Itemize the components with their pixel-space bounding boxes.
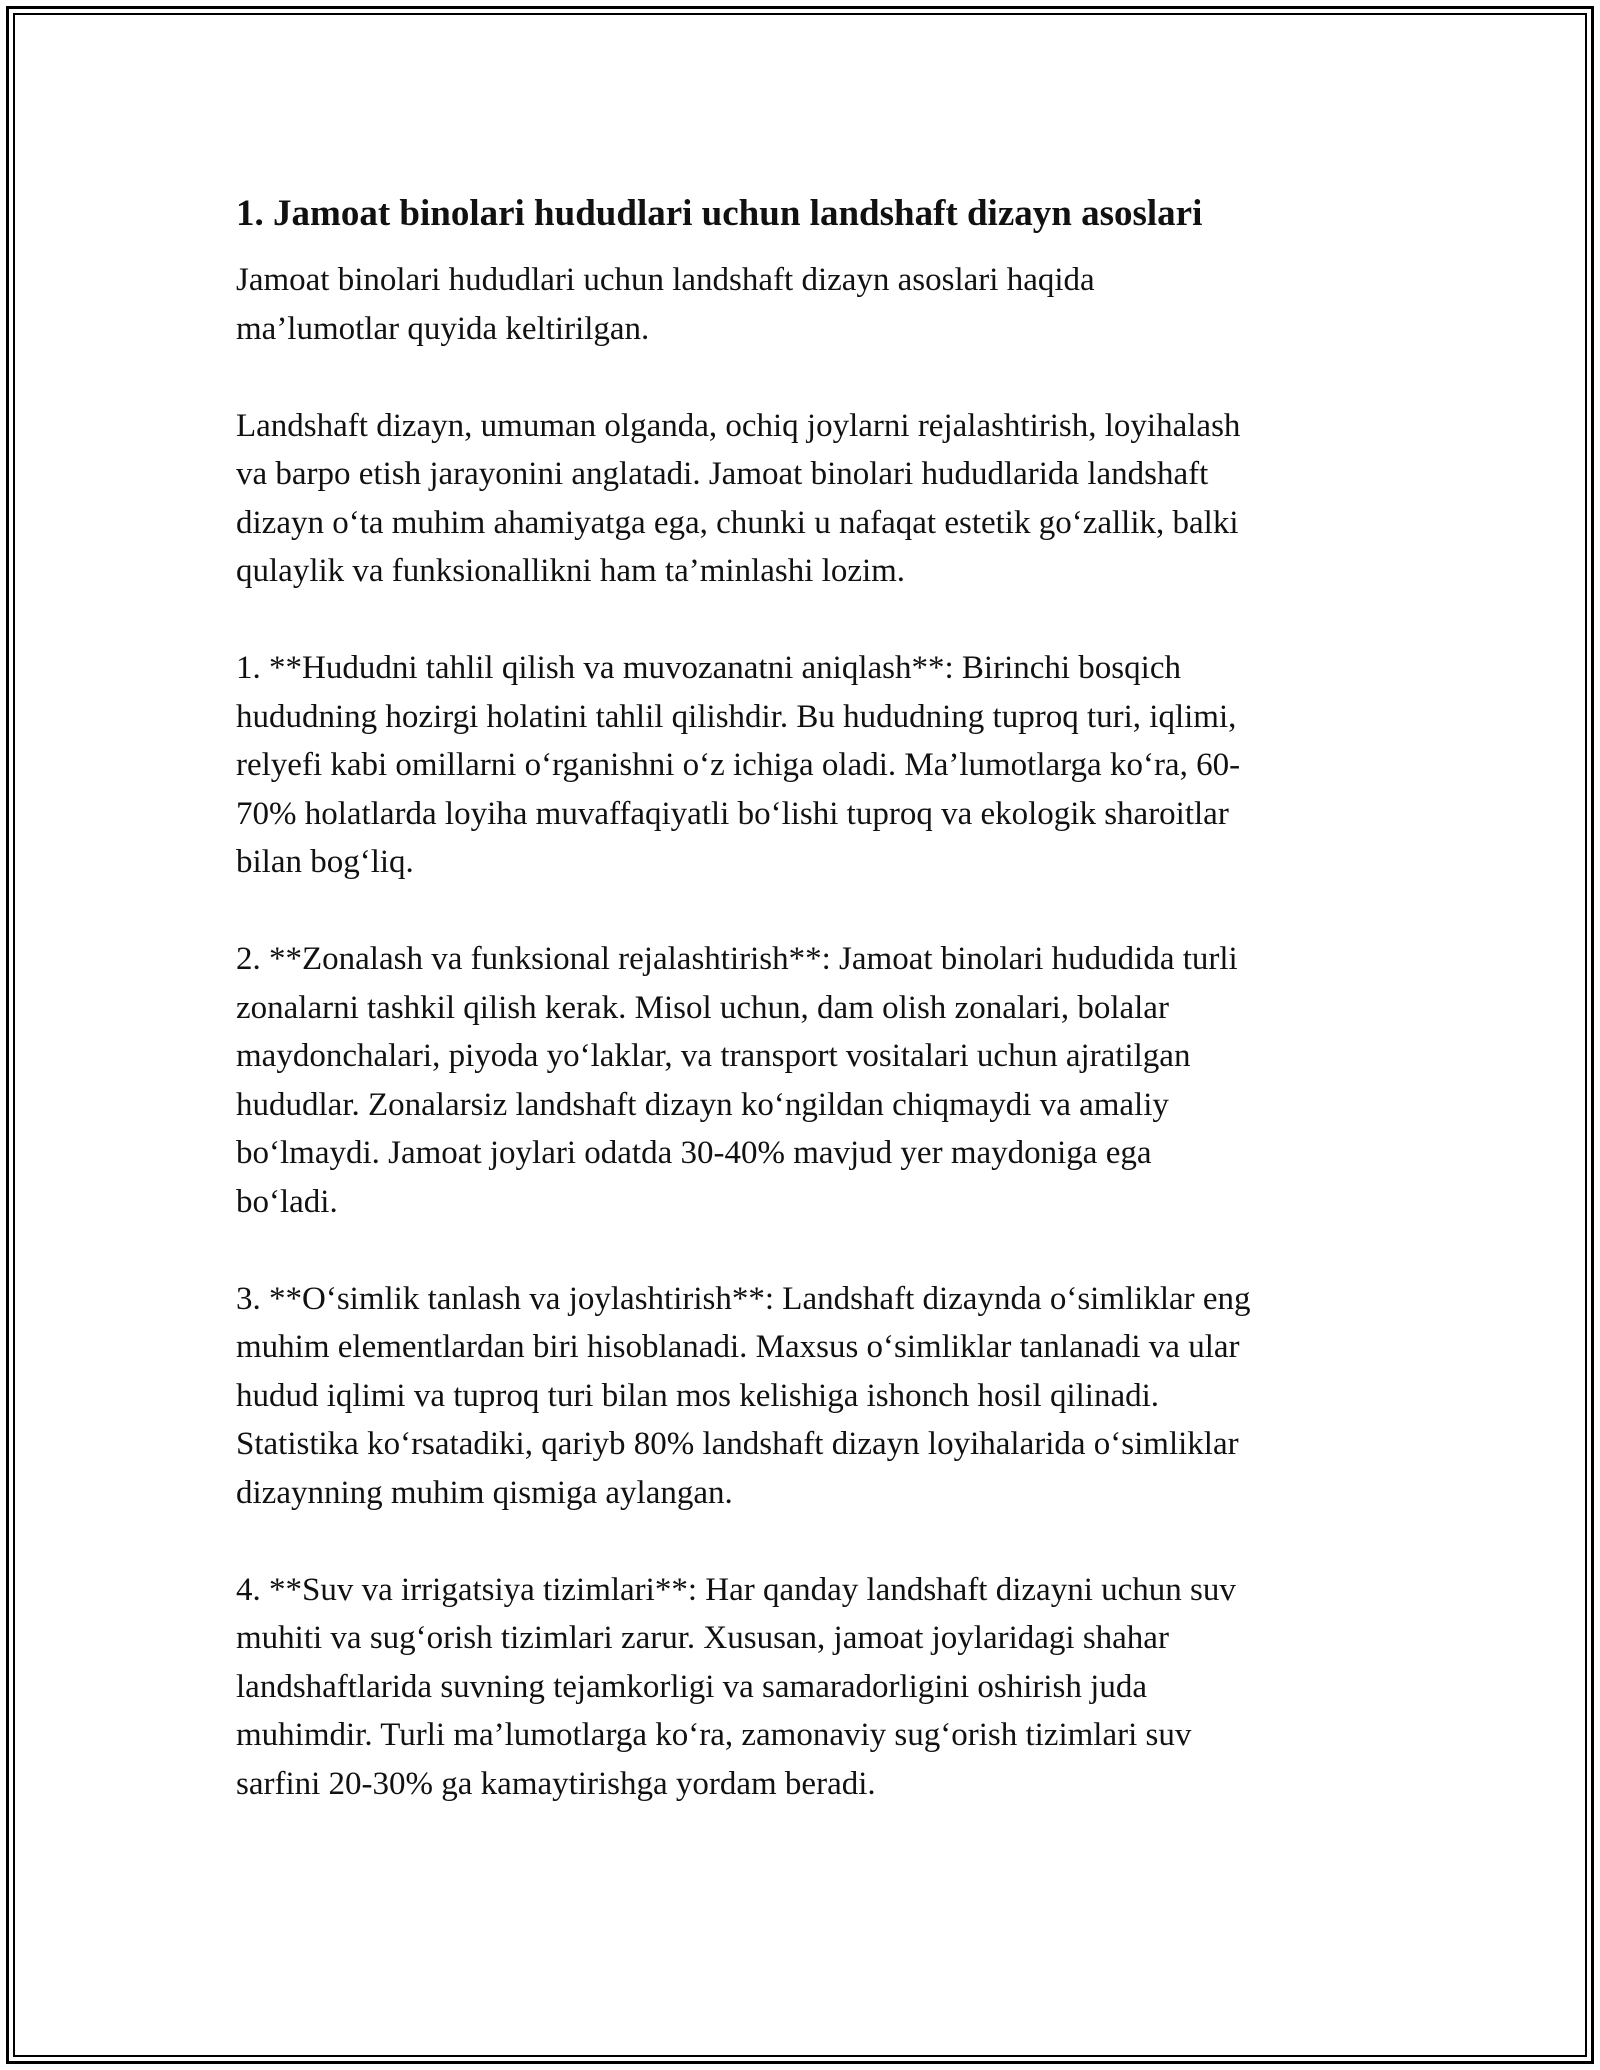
text-line: qulaylik va funksionallikni ham ta’minlashi lozim.: [236, 553, 906, 589]
text-line: muhimdir. Turli ma’lumotlarga ko‘ra, zamonaviy sug‘orish tizimlari suv: [236, 1717, 1192, 1753]
document-title: 1. Jamoat binolari hududlari uchun landshaft dizayn asoslari: [236, 193, 1203, 234]
text-line: Jamoat binolari hududlari uchun landshaft dizayn asoslari haqida: [236, 262, 1095, 298]
text-line: landshaftlarida suvning tejamkorligi va samaradorligini oshirish juda: [236, 1668, 1147, 1705]
text-line: Landshaft dizayn, umuman olganda, ochiq joylarni rejalashtirish, loyihalash: [236, 407, 1241, 444]
text-line: zonalarni tashkil qilish kerak. Misol uchun, dam olish zonalari, bolalar: [236, 989, 1169, 1026]
paragraph-list: [236, 256, 1366, 1808]
paragraph: [236, 256, 1366, 353]
text-line: maydonchalari, piyoda yo‘laklar, va transport vositalari uchun ajratilgan: [236, 1038, 1191, 1074]
text-line: hudud iqlimi va tuproq turi bilan mos kelishiga ishonch hosil qilinadi.: [236, 1377, 1160, 1414]
text-line: bo‘lmaydi. Jamoat joylari odatda 30-40% mavjud yer maydoniga ega: [236, 1135, 1152, 1171]
text-line: relyefi kabi omillarni o‘rganishni o‘z ichiga oladi. Ma’lumotlarga ko‘ra, 60-: [236, 747, 1241, 783]
text-line: sarfini 20-30% ga kamaytirishga yordam beradi.: [236, 1765, 876, 1802]
text-line: hududlar. Zonalarsiz landshaft dizayn ko‘ngildan chiqmaydi va amaliy: [236, 1086, 1169, 1123]
text-line: 70% holatlarda loyiha muvaffaqiyatli bo‘lishi tuproq va ekologik sharoitlar: [236, 795, 1229, 832]
text-line: hududning hozirgi holatini tahlil qilishdir. Bu hududning tuproq turi, iqlimi,: [236, 698, 1237, 735]
text-line: Statistika ko‘rsatadiki, qariyb 80% landshaft dizayn loyihalarida o‘simliklar: [236, 1426, 1239, 1462]
text-line: 3. **O‘simlik tanlash va joylashtirish**: Landshaft dizaynda o‘simliklar eng: [236, 1280, 1251, 1317]
text-line: 2. **Zonalash va funksional rejalashtirish**: Jamoat binolari hududida turli: [236, 941, 1238, 977]
text-line: dizaynning muhim qismiga aylangan.: [236, 1474, 733, 1511]
paragraph: [236, 935, 1366, 1226]
paragraph: [236, 1566, 1366, 1809]
document-body: [236, 186, 1366, 1808]
text-line: va barpo etish jarayonini anglatadi. Jamoat binolari hududlarida landshaft: [236, 456, 1209, 492]
paragraph: [236, 1275, 1366, 1518]
text-line: bo‘ladi.: [236, 1183, 338, 1220]
text-line: 4. **Suv va irrigatsiya tizimlari**: Har qanday landshaft dizayni uchun suv: [236, 1571, 1236, 1608]
paragraph: [236, 402, 1366, 596]
text-line: muhiti va sug‘orish tizimlari zarur. Xususan, jamoat joylaridagi shahar: [236, 1620, 1169, 1656]
text-line: dizayn o‘ta muhim ahamiyatga ega, chunki u nafaqat estetik go‘zallik, balki: [236, 504, 1239, 541]
text-line: 1. **Hududni tahlil qilish va muvozanatni aniqlash**: Birinchi bosqich: [236, 650, 1181, 686]
paragraph: [236, 644, 1366, 887]
text-line: muhim elementlardan biri hisoblanadi. Maxsus o‘simliklar tanlanadi va ular: [236, 1329, 1240, 1365]
text-line: ma’lumotlar quyida keltirilgan.: [236, 310, 650, 347]
text-line: bilan bog‘liq.: [236, 844, 414, 880]
